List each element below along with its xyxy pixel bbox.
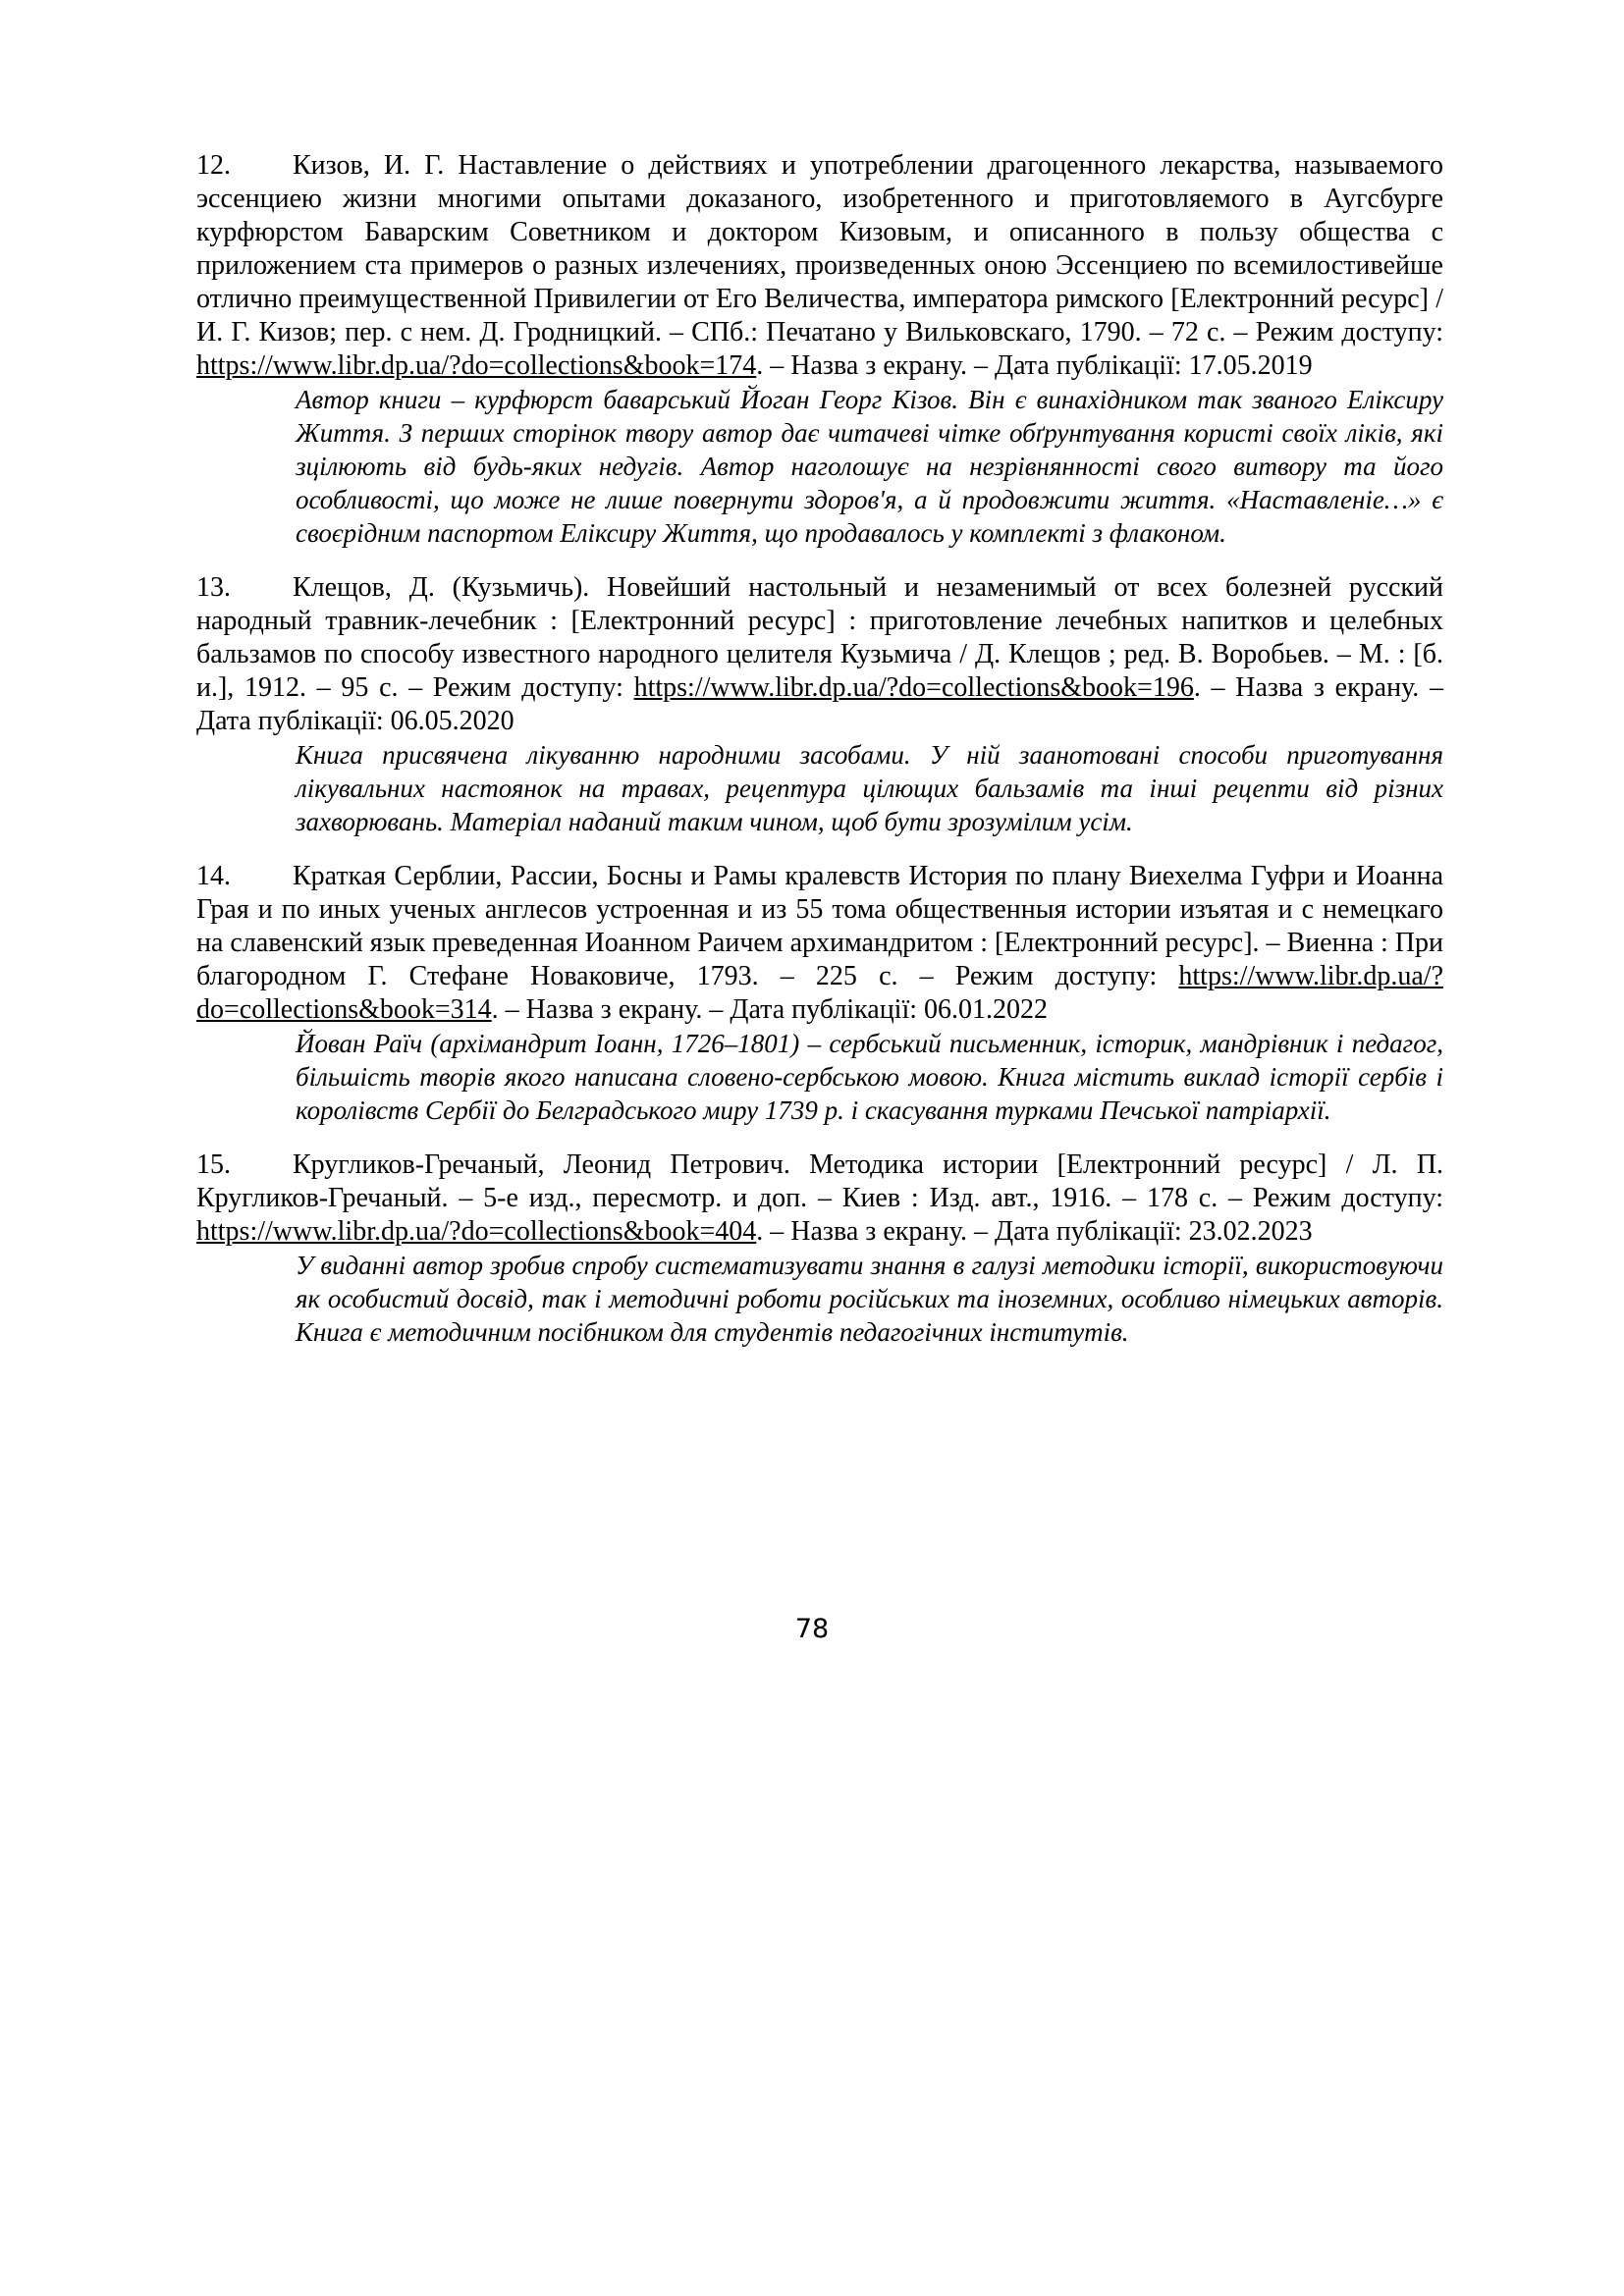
entry-citation: Клещов, Д. (Кузьмичь). Новейший настольный и незаменимый от всех болезней русский народный травник-лечебник : [Електронний ресурс] : приготовление лечебных напитков и целебных бальзамов по способу известного народного целителя Кузьмича / Д. Клещов ; ред. В. Воробьев. – М. : [б. и.], 1912. – 95 с. – Режим доступу:	[196, 572, 1443, 703]
entry-citation: Кизов, И. Г. Наставление о действиях и употреблении драгоценного лекарства, называемого эссенциею жизни многими опытами доказаного, изобретенного и приготовляемого в Аугсбурге курфюрстом Баварским Советником и доктором Кизовым, и описанного в пользу общества с приложением ста примеров о разных излечениях, произведенных оною Эссенциею по всемилостивейше отлично преимущественной Привилегии от Его Величества, императора римского [Електронний ресурс] / И. Г. Кизов; пер. с нем. Д. Гродницкий. – СПб.: Печатано у Вильковскаго, 1790. – 72 с. – Режим доступу:	[196, 150, 1443, 347]
entry-annotation: Йован Раїч (архімандрит Іоанн, 1726–1801) – сербський письменник, історик, мандрівник і педагог, більшість творів якого написана словено-сербською мовою. Книга містить виклад історії сербів і королівств Сербії до Белградського миру 1739 р. і скасування турками Печської патріархії.	[296, 1029, 1443, 1125]
entry-citation-tail: . – Назва з екрану. – Дата публікації: 17.05.2019	[756, 350, 1313, 381]
entry-number: 15.	[196, 1149, 231, 1180]
bibliography-list	[196, 149, 1443, 1370]
entry-citation: Кругликов-Гречаный, Леонид Петрович. Методика истории [Електронний ресурс] / Л. П. Кругликов-Гречаный. – 5-е изд., пересмотр. и доп. – Киев : Изд. авт., 1916. – 178 с. – Режим доступу:	[196, 1149, 1443, 1213]
entry-annotation: Автор книги – курфюрст баварський Йоган Георг Кізов. Він є винахідником так званого Еліксиру Життя. З перших сторінок твору автор дає читачеві чітке обґрунтування користі своїх ліків, які зцілюють від будь-яких недугів. Автор наголошує на незрівнянності свого витвору та його особливості, що може не лише повернути здоров'я, а й продовжити життя. «Наставленіе…» є своєрідним паспортом Еліксиру Життя, що продавалось у комплекті з флаконом.	[296, 385, 1443, 548]
entry-citation-tail: . – Назва з екрану. – Дата публікації: 06.01.2022	[491, 994, 1049, 1025]
entry-link[interactable]: https://www.libr.dp.ua/?do=collections&book=196	[633, 672, 1194, 703]
entry-number: 14.	[196, 861, 231, 891]
entry-citation-tail: . – Назва з екрану. – Дата публікації: 23.02.2023	[756, 1216, 1313, 1247]
bibliography-entry	[196, 571, 1443, 838]
entry-number: 12.	[196, 150, 231, 181]
entry-reference	[196, 149, 1443, 383]
entry-citation: Краткая Серблии, Рассии, Босны и Рамы кралевств История по плану Виехелма Гуфри и Иоанна Грая и по иных ученых англесов устроенная и из 55 тома общественныя истории изъятая и с немецкаго на славенский язык преведенная Иоанном Раичем архимандритом : [Електронний ресурс]. – Виенна : При благородном Г. Стефане Новаковиче, 1793. – 225 с. – Режим доступу:	[196, 861, 1443, 991]
entry-link[interactable]: https://www.libr.dp.ua/?do=collections&book=174	[196, 350, 757, 381]
entry-citation-tail: . – Назва з екрану. – Дата публікації: 06.05.2020	[196, 672, 1443, 736]
entry-annotation: У виданні автор зробив спробу систематизувати знання в галузі методики історії, використовуючи як особистий досвід, так і методичні роботи російських та іноземних, особливо німецьких авторів. Книга є методичним посібником для студентів педагогічних інститутів.	[296, 1251, 1443, 1347]
entry-number: 13.	[196, 572, 231, 603]
page-number: 78	[794, 1614, 830, 1644]
entry-link[interactable]: https://www.libr.dp.ua/?do=collections&book=314	[196, 961, 1443, 1025]
entry-reference	[196, 1148, 1443, 1249]
entry-annotation: Книга присвячена лікуванню народними засобами. У ній заанотовані способи приготування лікувальних настоянок на травах, рецептура цілющих бальзамів та інші рецепти від різних захворювань. Матеріал наданий таким чином, щоб бути зрозумілим усім.	[296, 740, 1443, 836]
entry-reference	[196, 571, 1443, 738]
entry-link[interactable]: https://www.libr.dp.ua/?do=collections&book=404	[196, 1216, 757, 1247]
bibliography-entry	[196, 860, 1443, 1127]
bibliography-entry	[196, 149, 1443, 550]
entry-reference	[196, 860, 1443, 1027]
bibliography-entry	[196, 1148, 1443, 1349]
